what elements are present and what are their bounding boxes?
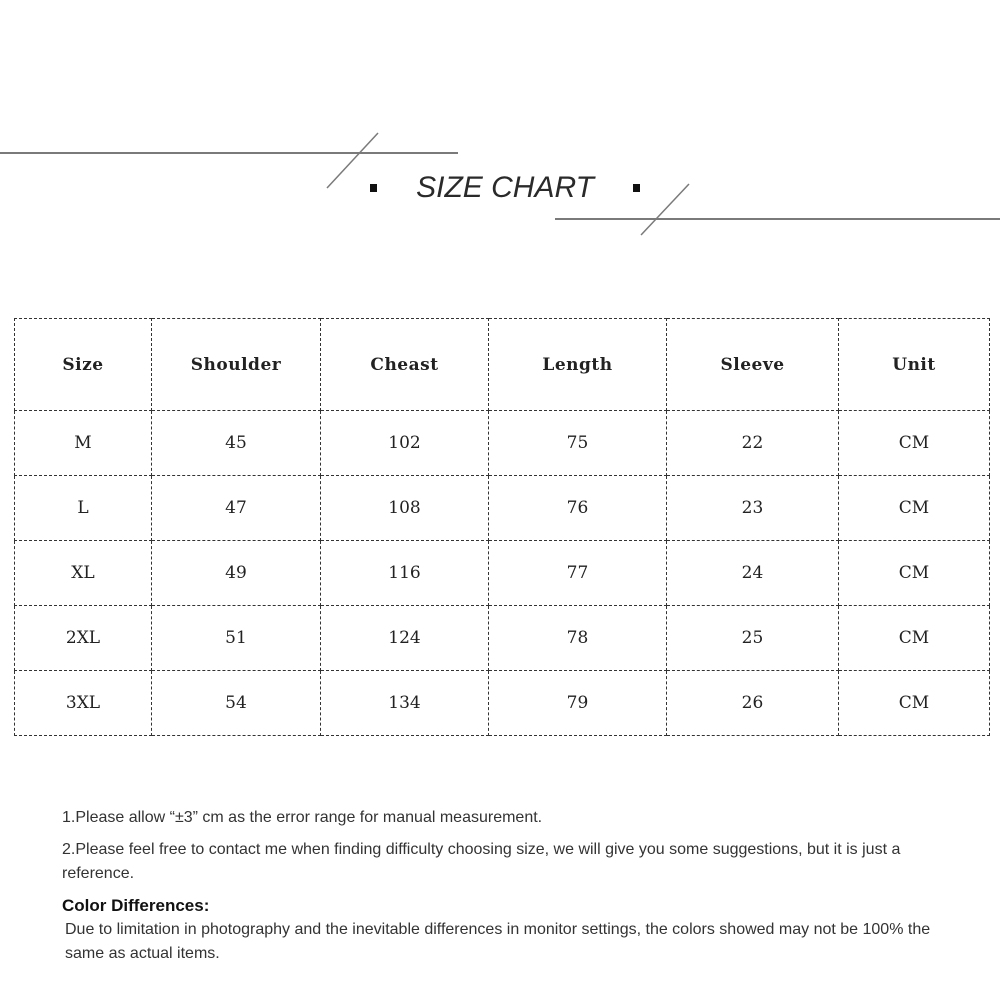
header-cell: Cheast xyxy=(321,319,489,411)
table-cell: CM xyxy=(839,476,990,541)
notes-section xyxy=(62,806,952,966)
table-cell: CM xyxy=(839,411,990,476)
table-cell: CM xyxy=(839,541,990,606)
square-bullet-icon xyxy=(370,184,377,192)
table-cell: 2XL xyxy=(15,606,152,671)
table-cell: 79 xyxy=(489,671,667,736)
size-table-container xyxy=(14,318,989,736)
table-cell: 22 xyxy=(667,411,839,476)
table-cell: 54 xyxy=(152,671,321,736)
table-cell: M xyxy=(15,411,152,476)
table-cell: 45 xyxy=(152,411,321,476)
table-cell: 78 xyxy=(489,606,667,671)
table-cell: 102 xyxy=(321,411,489,476)
color-differences-text: Due to limitation in photography and the inevitable differences in monitor settings, the colors showed may not be 100% the same as actual items. xyxy=(65,921,931,962)
table-cell: CM xyxy=(839,606,990,671)
note-contact: 2.Please feel free to contact me when finding difficulty choosing size, we will give you some suggestions, but it is just a reference. xyxy=(62,841,901,882)
table-cell: 75 xyxy=(489,411,667,476)
table-cell: 25 xyxy=(667,606,839,671)
table-cell: 116 xyxy=(321,541,489,606)
table-cell: 49 xyxy=(152,541,321,606)
square-bullet-icon xyxy=(633,184,640,192)
right-slash xyxy=(641,184,689,235)
table-header-row xyxy=(15,319,990,411)
table-cell: 76 xyxy=(489,476,667,541)
page-title: SIZE CHART xyxy=(416,171,594,204)
table-row xyxy=(15,411,990,476)
table-cell: 124 xyxy=(321,606,489,671)
table-cell: 26 xyxy=(667,671,839,736)
table-cell: 51 xyxy=(152,606,321,671)
table-cell: XL xyxy=(15,541,152,606)
size-table xyxy=(14,318,990,736)
table-cell: 77 xyxy=(489,541,667,606)
header-cell: Length xyxy=(489,319,667,411)
table-cell: 23 xyxy=(667,476,839,541)
title-decoration xyxy=(0,0,1000,260)
color-differences-heading: Color Differences: xyxy=(62,896,210,915)
table-cell: 24 xyxy=(667,541,839,606)
note-measurement-error: 1.Please allow “±3” cm as the error range for manual measurement. xyxy=(62,809,543,826)
table-cell: 134 xyxy=(321,671,489,736)
table-row xyxy=(15,671,990,736)
header-cell: Sleeve xyxy=(667,319,839,411)
table-cell: CM xyxy=(839,671,990,736)
table-cell: 108 xyxy=(321,476,489,541)
title-row xyxy=(370,166,640,210)
table-row xyxy=(15,541,990,606)
table-row xyxy=(15,606,990,671)
table-cell: 3XL xyxy=(15,671,152,736)
table-row xyxy=(15,476,990,541)
header-cell: Unit xyxy=(839,319,990,411)
header-cell: Size xyxy=(15,319,152,411)
header-cell: Shoulder xyxy=(152,319,321,411)
table-cell: 47 xyxy=(152,476,321,541)
table-cell: L xyxy=(15,476,152,541)
